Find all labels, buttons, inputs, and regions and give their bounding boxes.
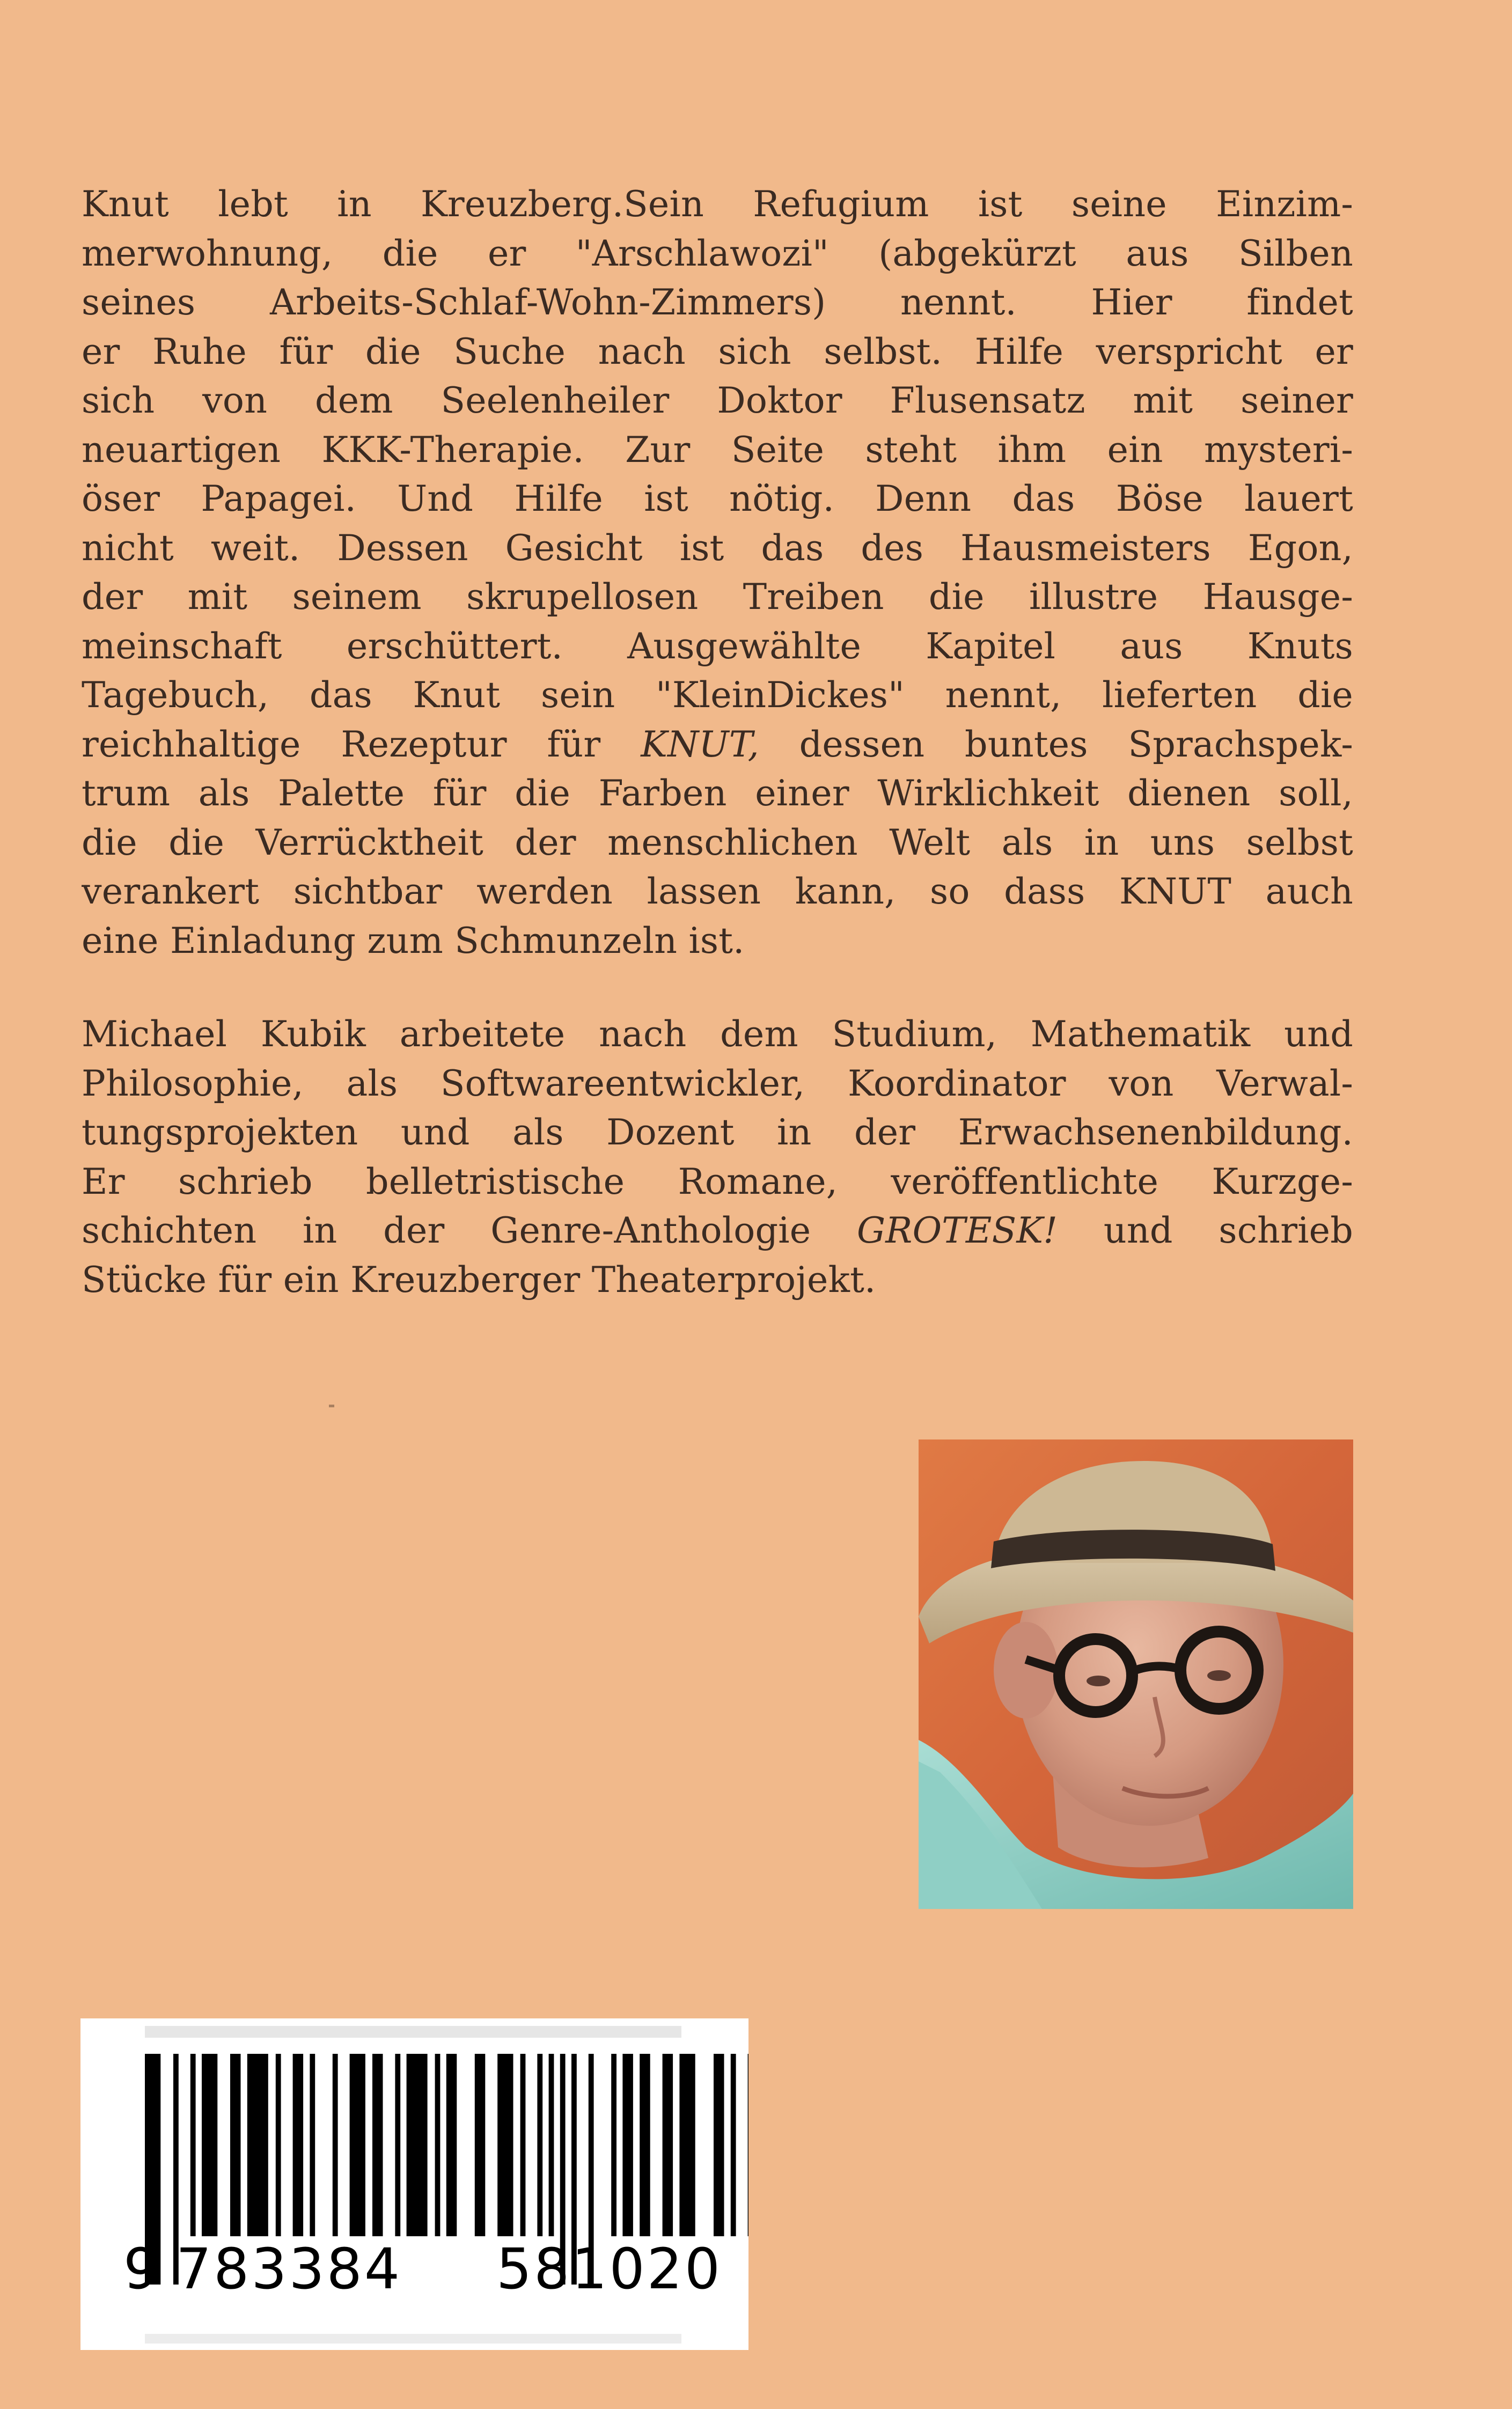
author-portrait-icon (919, 1439, 1353, 1909)
print-mark (329, 1405, 334, 1407)
barcode-bar (407, 2054, 428, 2236)
barcode-bar (395, 2054, 400, 2236)
barcode-bar (247, 2054, 268, 2236)
barcode-bar (663, 2054, 673, 2236)
barcode-bar (622, 2054, 633, 2236)
barcode-bar (372, 2054, 383, 2236)
barcode-bar (640, 2054, 650, 2236)
bio-text-run: und schrieb (1058, 1209, 1353, 1251)
barcode-bar (520, 2054, 526, 2236)
barcode-bar (293, 2054, 304, 2236)
blurb-line: öser Papagei. Und Hilfe ist nötig. Denn das Böse lauert (82, 478, 1353, 519)
bio-line: Michael Kubik arbeitete nach dem Studium, Mathematik und (82, 1013, 1353, 1055)
blurb-line: eine Einladung zum Schmunzeln ist. (82, 919, 745, 961)
barcode-bar (497, 2054, 513, 2236)
barcode-bar (714, 2054, 724, 2236)
barcode-bar (276, 2054, 281, 2236)
blurb-line: nicht weit. Dessen Gesicht ist das des Hausmeisters Egon, (82, 526, 1353, 569)
author-bio-text (82, 1010, 1353, 1304)
barcode-bar (230, 2054, 241, 2236)
blurb-line: meinschaft erschüttert. Ausgewählte Kapitel aus Knuts (82, 625, 1353, 667)
blurb-line: der mit seinem skrupellosen Treiben die illustre Hausge- (82, 576, 1353, 618)
bio-line: Er schrieb belletristische Romane, veröffentlichte Kurzge- (82, 1160, 1353, 1202)
blurb-line: verankert sichtbar werden lassen kann, so dass KNUT auch (82, 870, 1353, 912)
isbn-left-group: 783384 (176, 2236, 402, 2302)
isbn-right-group: 581020 (496, 2236, 723, 2302)
barcode-bar (537, 2054, 542, 2236)
blurb-line: merwohnung, die er "Arschlawozi" (abgekürzt aus Silben (82, 232, 1353, 274)
blurb-line: Knut lebt in Kreuzberg.Sein Refugium ist seine Einzim- (82, 183, 1353, 225)
barcode-bar (190, 2054, 196, 2236)
barcode-bar (611, 2054, 616, 2236)
author-portrait-photo (919, 1439, 1353, 1909)
blurb-line: er Ruhe für die Suche nach sich selbst. Hilfe verspricht er (82, 330, 1353, 372)
blurb-text-run: reichhaltige Rezeptur für (82, 723, 641, 765)
barcode-bar (475, 2054, 486, 2236)
blurb-line: seines Arbeits-Schlaf-Wohn-Zimmers) nennt. Hier findet (82, 281, 1353, 323)
anthology-title-italic: GROTESK! (856, 1209, 1058, 1251)
bio-line (82, 1206, 1353, 1255)
barcode-bar (350, 2054, 365, 2236)
book-title-italic: KNUT, (641, 723, 759, 765)
blurb-line: Tagebuch, das Knut sein "KleinDickes" nennt, lieferten die (82, 674, 1353, 716)
isbn-first-digit: 9 (123, 2236, 159, 2302)
blurb-text (82, 180, 1353, 965)
blurb-line: die die Verrücktheit der menschlichen Welt als in uns selbst (82, 821, 1353, 863)
barcode-bar (446, 2054, 457, 2236)
bio-line: tungsprojekten und als Dozent in der Erwachsenenbildung. (82, 1111, 1353, 1153)
barcode-bar (679, 2054, 695, 2236)
barcode-bar (435, 2054, 441, 2236)
bio-text-run: schichten in der Genre-Anthologie (82, 1209, 857, 1251)
barcode-bar (202, 2054, 217, 2236)
barcode-bar (310, 2054, 315, 2236)
blurb-text-run: dessen buntes Sprachspek- (759, 723, 1353, 765)
blurb-line (82, 720, 1353, 769)
barcode-bar (333, 2054, 338, 2236)
bio-line: Philosophie, als Softwareentwickler, Koordinator von Verwal- (82, 1062, 1353, 1104)
blurb-line: sich von dem Seelenheiler Doktor Flusensatz mit seiner (82, 379, 1353, 421)
isbn-barcode (80, 2018, 748, 2350)
blurb-line: neuartigen KKK-Therapie. Zur Seite steht ihm ein mysteri- (82, 428, 1353, 471)
blurb-line: trum als Palette für die Farben einer Wirklichkeit dienen soll, (82, 772, 1353, 814)
bio-line: Stücke für ein Kreuzberger Theaterprojekt. (82, 1258, 876, 1301)
barcode-bar (549, 2054, 554, 2236)
barcode-bar (731, 2054, 736, 2236)
